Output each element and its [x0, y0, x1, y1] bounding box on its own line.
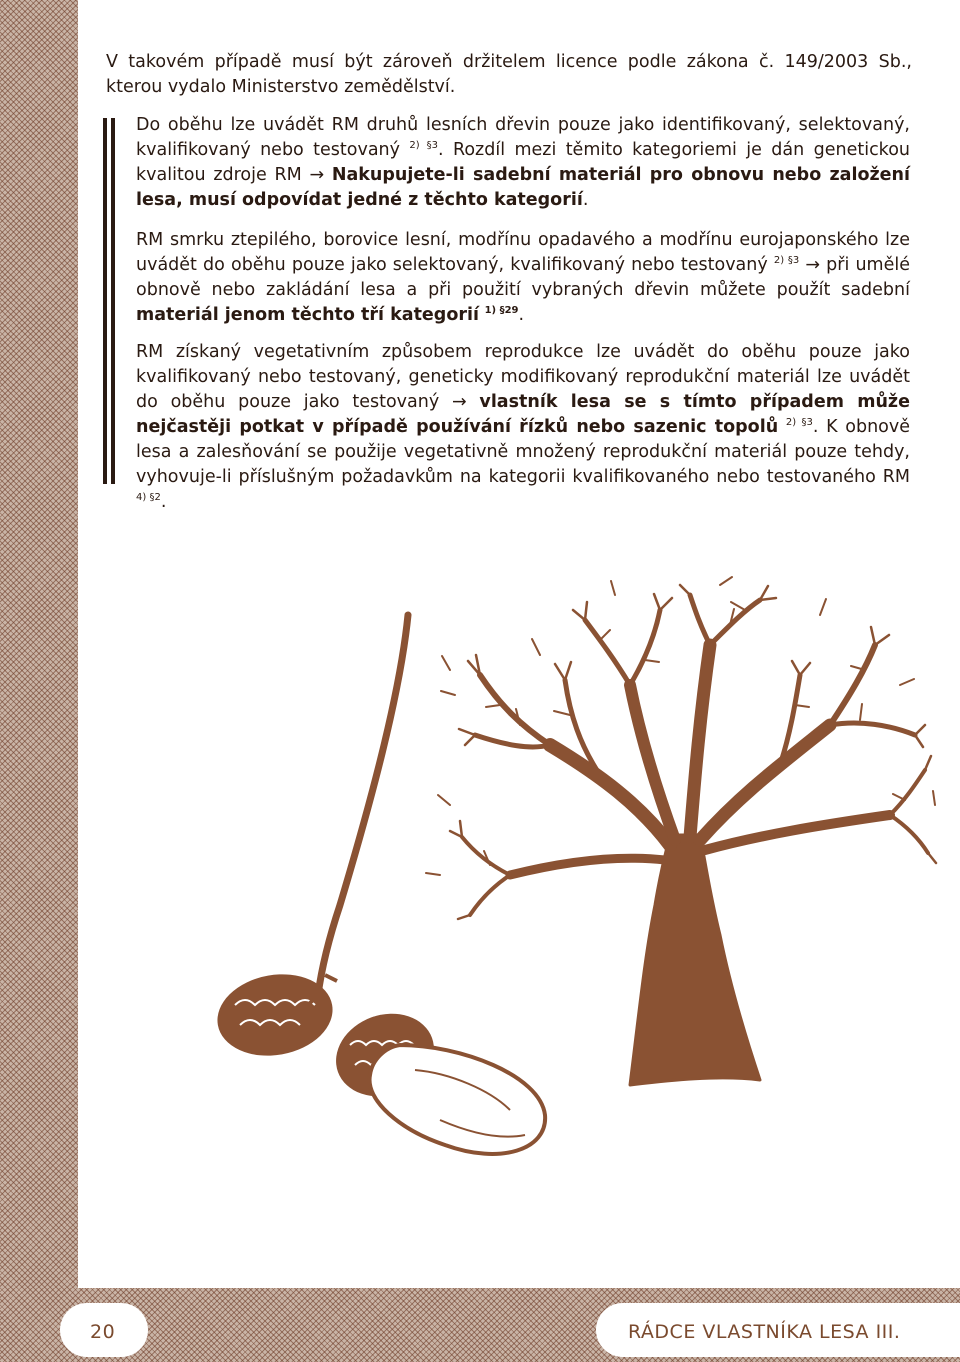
- paragraph-categories: Do oběhu lze uvádět RM druhů lesních dřevin pouze jako identifikovaný, selektovaný, kvalifikovaný nebo testovaný $^{2) \S 3}$. Rozdíl mezi těmito kategoriemi je dán genetickou kvalitou zdroje RM → Nakupujete-li sadební materiál pro obnovu nebo založení lesa, musí odpovídat jedné z těchto kategorií.: [136, 115, 910, 210]
- highlight-text: Nakupujete-li sadební materiál pro obnovu nebo založení lesa, musí odpovídat jedné z těchto kategorií: [136, 165, 910, 210]
- publication-title: RÁDCE VLASTNÍKA LESA III.: [628, 1321, 901, 1343]
- paragraph-conifers: RM smrku ztepilého, borovice lesní, modřínu opadavého a modřínu eurojaponského lze uvádět do oběhu pouze jako selektovaný, kvalifikovaný nebo testovaný $^{2) \S 3}$ → při umělé obnově nebo zakládání lesa a při použití vybraných dřevin můžete použít sadební materiál jenom těchto tří kategorií $^{1) \S 29}$.: [136, 230, 910, 325]
- oak-illustration: [200, 575, 940, 1175]
- decorative-pattern-left: [0, 0, 78, 1362]
- highlight-text: vlastník lesa se s tímto případem může nejčastěji potkat v případě používání řízků nebo sazenic topolů: [136, 392, 910, 437]
- legal-reference: 2) §3: [773, 255, 800, 267]
- highlight-text: materiál jenom těchto tří kategorií: [136, 305, 479, 325]
- legal-reference: 4) §2: [136, 492, 161, 504]
- tree-illustration: [426, 577, 936, 1085]
- legal-reference: 2) §3: [409, 140, 439, 152]
- intro-paragraph: V takovém případě musí být zároveň držitelem licence podle zákona č. 149/2003 Sb., kterou vydalo Ministerstvo zemědělství.: [106, 52, 912, 97]
- page-number: 20: [90, 1321, 116, 1343]
- section-marker: [103, 118, 115, 484]
- legal-reference: 2) §3: [785, 417, 813, 429]
- legal-reference: 1) §29: [484, 305, 519, 317]
- paragraph-vegetative: RM získaný vegetativním způsobem reprodukce lze uvádět do oběhu pouze jako kvalifikovaný nebo testovaný, geneticky modifikovaný reprodukční materiál lze uvádět do oběhu pouze jako testovaný → vlastník lesa se s tímto případem může nejčastěji potkat v případě používání řízků nebo sazenic topolů $^{2) \S 3}$. K obnově lesa a zalesňování se použije vegetativně množený reprodukční materiál pouze tehdy, vyhovuje-li příslušným požadavkům na kategorii kvalifikovaného nebo testovaného RM $^{4) \S 2}$.: [136, 342, 910, 512]
